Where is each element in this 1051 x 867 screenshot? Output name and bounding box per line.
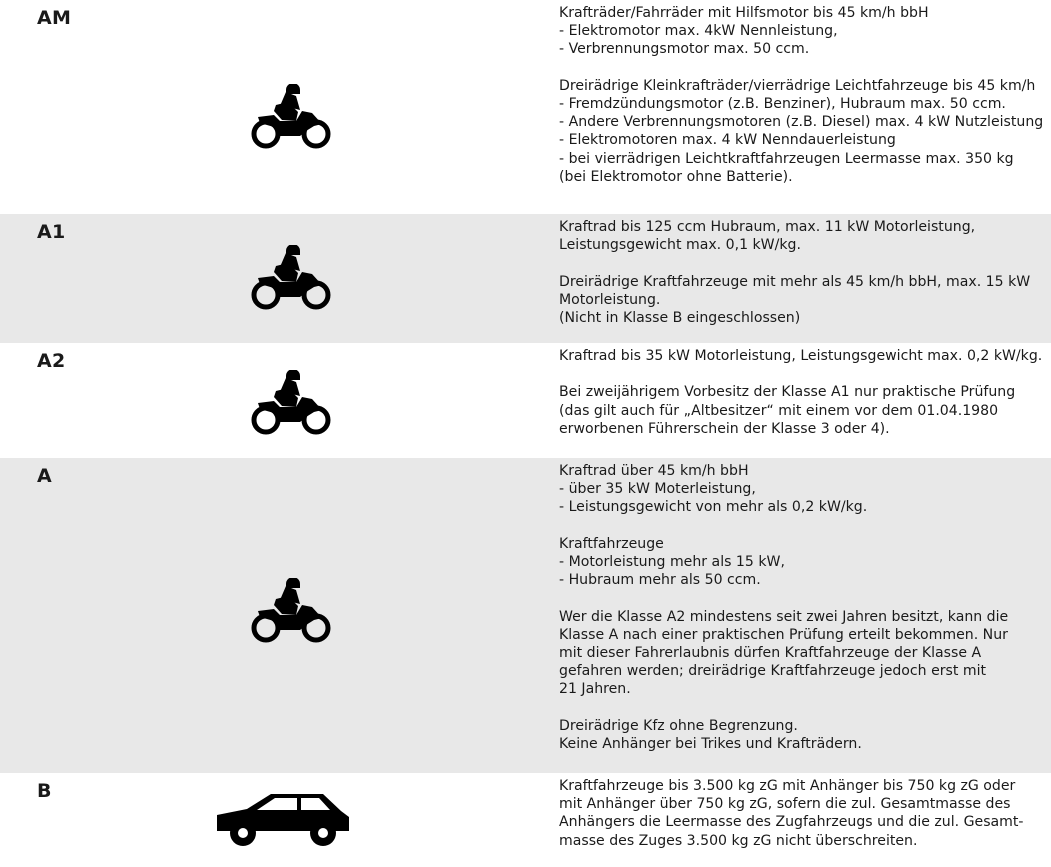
description-line: - Elektromotoren max. 4 kW Nenndauerleistung [559, 132, 896, 149]
description-paragraph [559, 608, 1039, 699]
description-line: (das gilt auch für „Altbesitzer“ mit einem vor dem 01.04.1980 [559, 402, 999, 419]
description-line: Wer die Klasse A2 mindestens seit zwei Jahren besitzt, kann die [559, 608, 1009, 625]
description-paragraph [559, 218, 1039, 254]
description-line: - Andere Verbrennungsmotoren (z.B. Diesel) max. 4 kW Nutzleistung [559, 114, 1044, 131]
description-line: Kraftrad über 45 km/h bbH [559, 463, 749, 479]
description-line: mit Anhänger über 750 kg zG, sofern die zul. Gesamtmasse des [559, 796, 1011, 813]
description-paragraph [559, 717, 1039, 753]
description-paragraph [559, 383, 1039, 438]
description-line: Kraftrad bis 125 ccm Hubraum, max. 11 kW Motorleistung, [559, 219, 976, 235]
row-a1 [0, 214, 1051, 343]
description-paragraph [559, 535, 1039, 590]
description-paragraph [559, 462, 1039, 517]
description-paragraph [559, 273, 1039, 328]
class-label: B [37, 780, 52, 802]
description-line: Leistungsgewicht max. 0,1 kW/kg. [559, 237, 801, 254]
description-line: - Hubraum mehr als 50 ccm. [559, 572, 761, 589]
class-label: A [37, 465, 53, 487]
motorcycle-icon [250, 370, 332, 436]
description-line: Kraftrad bis 35 kW Motorleistung, Leistungsgewicht max. 0,2 kW/kg. [559, 348, 1043, 364]
row-a [0, 458, 1051, 773]
motorcycle-icon [250, 84, 332, 150]
description-line: - Leistungsgewicht von mehr als 0,2 kW/kg. [559, 499, 868, 516]
description-line: - Verbrennungsmotor max. 50 ccm. [559, 41, 810, 58]
row-b [0, 773, 1051, 867]
description-paragraph [559, 4, 1039, 59]
description-line: - bei vierrädrigen Leichtkraftfahrzeugen Leermasse max. 350 kg [559, 150, 1014, 167]
description-line: (bei Elektromotor ohne Batterie). [559, 168, 793, 185]
class-label: A2 [37, 350, 66, 372]
class-label: AM [37, 7, 72, 29]
description-paragraph [559, 347, 1043, 365]
description-line: - Elektromotor max. 4kW Nennleistung, [559, 23, 838, 40]
description-line: erworbenen Führerschein der Klasse 3 oder 4). [559, 420, 890, 437]
row-a2 [0, 343, 1051, 458]
description-line: (Nicht in Klasse B eingeschlossen) [559, 310, 801, 326]
description-line: - Motorleistung mehr als 15 kW, [559, 554, 785, 570]
car-icon [213, 791, 351, 847]
description-line: Klasse A nach einer praktischen Prüfung erteilt bekommen. Nur [559, 626, 1008, 643]
description-line: Dreirädrige Kfz ohne Begrenzung. [559, 717, 798, 734]
class-description [559, 347, 1043, 438]
description-line: masse des Zuges 3.500 kg zG nicht überschreiten. [559, 832, 918, 849]
motorcycle-icon [250, 245, 332, 311]
row-am [0, 0, 1051, 214]
class-description [559, 4, 1044, 186]
motorcycle-icon [250, 578, 332, 644]
description-line: 21 Jahren. [559, 681, 631, 698]
description-line: Dreirädrige Kraftfahrzeuge mit mehr als 45 km/h bbH, max. 15 kW [559, 273, 1031, 290]
class-description [559, 777, 1039, 850]
description-paragraph [559, 777, 1039, 850]
description-line: Dreirädrige Kleinkrafträder/vierrädrige Leichtfahrzeuge bis 45 km/h [559, 77, 1036, 94]
description-line: mit dieser Fahrerlaubnis dürfen Kraftfahrzeuge der Klasse A [559, 645, 982, 661]
description-line: Krafträder/Fahrräder mit Hilfsmotor bis 45 km/h bbH [559, 5, 929, 21]
description-line: - über 35 kW Moterleistung, [559, 481, 756, 498]
class-label: A1 [37, 221, 66, 243]
description-line: Kraftfahrzeuge [559, 535, 664, 552]
class-description [559, 462, 1039, 753]
description-paragraph [559, 77, 1044, 186]
description-line: Motorleistung. [559, 291, 661, 308]
description-line: - Fremdzündungsmotor (z.B. Benziner), Hubraum max. 50 ccm. [559, 96, 1006, 112]
description-line: Anhängers die Leermasse des Zugfahrzeugs und die zul. Gesamt- [559, 814, 1024, 831]
description-line: Keine Anhänger bei Trikes und Krafträdern. [559, 736, 862, 752]
description-line: Bei zweijährigem Vorbesitz der Klasse A1 nur praktische Prüfung [559, 384, 1016, 401]
class-description [559, 218, 1039, 327]
description-line: Kraftfahrzeuge bis 3.500 kg zG mit Anhänger bis 750 kg zG oder [559, 778, 1016, 794]
description-line: gefahren werden; dreirädrige Kraftfahrzeuge jedoch erst mit [559, 663, 987, 680]
